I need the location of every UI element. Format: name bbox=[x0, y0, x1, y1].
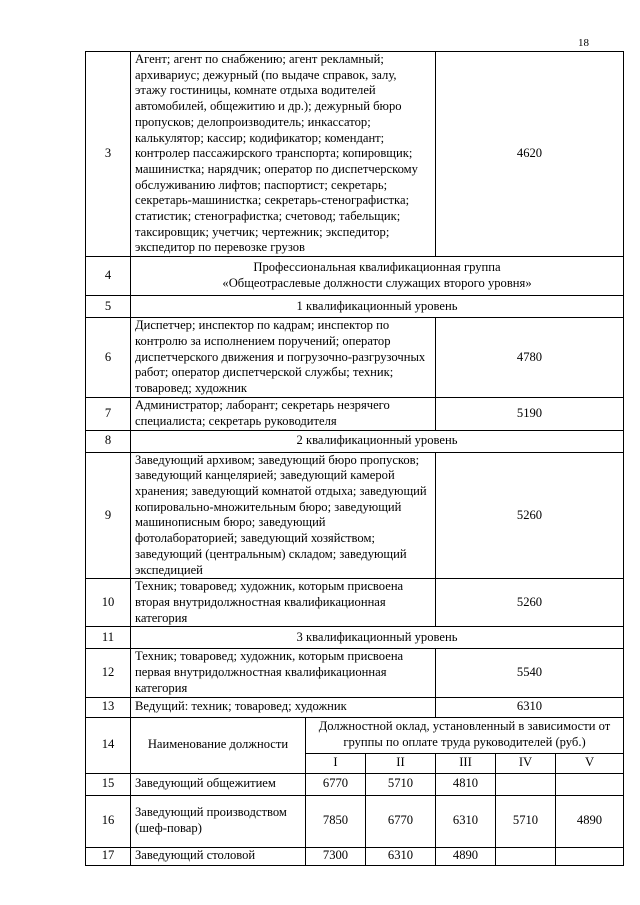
row-number: 9 bbox=[86, 452, 131, 579]
salary-group-iv bbox=[496, 847, 556, 865]
table-row bbox=[86, 52, 624, 257]
salary-group-v: 4890 bbox=[556, 795, 624, 847]
position-list: Техник; товаровед; художник, которым присвоена первая внутридолжностная квалификационная категория bbox=[131, 649, 436, 697]
row-number: 14 bbox=[86, 717, 131, 773]
salary-group-iii: 4890 bbox=[436, 847, 496, 865]
salary-column-header: Должностной оклад, установленный в зависимости от группы по оплате труда руководителей (руб.) bbox=[306, 717, 624, 753]
row-number: 16 bbox=[86, 795, 131, 847]
name-column-header: Наименование должности bbox=[131, 717, 306, 773]
salary-group-iv bbox=[496, 773, 556, 795]
salary-group-ii: 6310 bbox=[366, 847, 436, 865]
position-list: Администратор; лаборант; секретарь незрячего специалиста; секретарь руководителя bbox=[131, 397, 436, 430]
position-list: Диспетчер; инспектор по кадрам; инспектор по контролю за исполнением поручений; оператор диспетчерского движения и погрузочно-разгрузочных работ; оператор диспетчерской службы; техник; товаровед; художник bbox=[131, 318, 436, 398]
group-header-ii: II bbox=[366, 753, 436, 773]
row-number: 15 bbox=[86, 773, 131, 795]
row-number: 17 bbox=[86, 847, 131, 865]
position-name: Заведующий производством (шеф-повар) bbox=[131, 795, 306, 847]
table-row bbox=[86, 579, 624, 627]
table-row bbox=[86, 318, 624, 398]
position-list: Техник; товаровед; художник, которым присвоена вторая внутридолжностная квалификационная категория bbox=[131, 579, 436, 627]
table-row bbox=[86, 430, 624, 452]
salary-value: 5540 bbox=[436, 649, 624, 697]
group-heading-line2: «Общеотраслевые должности служащих второго уровня» bbox=[222, 276, 532, 291]
salary-group-ii: 5710 bbox=[366, 773, 436, 795]
level-heading: 2 квалификационный уровень bbox=[131, 430, 624, 452]
salary-value: 5260 bbox=[436, 452, 624, 579]
row-number: 6 bbox=[86, 318, 131, 398]
row-number: 5 bbox=[86, 296, 131, 318]
group-heading-line1: Профессиональная квалификационная группа bbox=[253, 260, 501, 275]
table-row bbox=[86, 847, 624, 865]
salary-group-iv: 5710 bbox=[496, 795, 556, 847]
salary-value: 6310 bbox=[436, 697, 624, 717]
page-number: 18 bbox=[578, 37, 589, 49]
row-number: 12 bbox=[86, 649, 131, 697]
table-row bbox=[86, 397, 624, 430]
salary-value: 5260 bbox=[436, 579, 624, 627]
table-row bbox=[86, 717, 624, 753]
salary-group-v bbox=[556, 773, 624, 795]
salary-value: 5190 bbox=[436, 397, 624, 430]
table-row bbox=[86, 452, 624, 579]
group-header-iv: IV bbox=[496, 753, 556, 773]
salary-group-i: 7300 bbox=[306, 847, 366, 865]
salary-group-ii: 6770 bbox=[366, 795, 436, 847]
row-number: 13 bbox=[86, 697, 131, 717]
level-heading: 3 квалификационный уровень bbox=[131, 627, 624, 649]
position-list: Агент; агент по снабжению; агент рекламный; архивариус; дежурный (по выдаче справок, залу, этажу гостиницы, комнате отдыха водителей автомобилей, общежитию и др.); дежурный бюро пропусков; делопроизводитель; инкассатор; калькулятор; кассир; кодификатор; комендант; контролер пассажирского транспорта; копировщик; машинистка; нарядчик; оператор по диспетчерскому обслуживанию лифтов; паспортист; секретарь; секретарь-машинистка; секретарь-стенографистка; статистик; стенографистка; счетовод; табельщик; таксировщик; учетчик; чертежник; экспедитор; экспедитор по перевозке грузов bbox=[131, 52, 436, 257]
row-number: 7 bbox=[86, 397, 131, 430]
level-heading: 1 квалификационный уровень bbox=[131, 296, 624, 318]
row-number: 3 bbox=[86, 52, 131, 257]
row-number: 10 bbox=[86, 579, 131, 627]
salary-value: 4620 bbox=[436, 52, 624, 257]
salary-group-v bbox=[556, 847, 624, 865]
group-header-iii: III bbox=[436, 753, 496, 773]
position-list: Заведующий архивом; заведующий бюро пропусков; заведующий канцелярией; заведующий камерой хранения; заведующий комнатой отдыха; заведующий копировально-множительным бюро; заведующий машинописным бюро; заведующий фотолабораторией; заведующий хозяйством; заведующий (центральным) складом; заведующий экспедицией bbox=[131, 452, 436, 579]
position-name: Заведующий общежитием bbox=[131, 773, 306, 795]
salary-group-iii: 6310 bbox=[436, 795, 496, 847]
table-row bbox=[86, 296, 624, 318]
table-row bbox=[86, 627, 624, 649]
salary-group-i: 7850 bbox=[306, 795, 366, 847]
position-name: Заведующий столовой bbox=[131, 847, 306, 865]
salary-group-iii: 4810 bbox=[436, 773, 496, 795]
salary-group-i: 6770 bbox=[306, 773, 366, 795]
group-header-v: V bbox=[556, 753, 624, 773]
salary-table bbox=[85, 51, 624, 866]
position-list: Ведущий: техник; товаровед; художник bbox=[131, 697, 436, 717]
group-heading bbox=[131, 257, 624, 296]
salary-value: 4780 bbox=[436, 318, 624, 398]
table-row bbox=[86, 649, 624, 697]
table-row bbox=[86, 697, 624, 717]
row-number: 8 bbox=[86, 430, 131, 452]
table-row bbox=[86, 773, 624, 795]
row-number: 4 bbox=[86, 257, 131, 296]
row-number: 11 bbox=[86, 627, 131, 649]
table-row bbox=[86, 795, 624, 847]
group-header-i: I bbox=[306, 753, 366, 773]
table-row bbox=[86, 257, 624, 296]
